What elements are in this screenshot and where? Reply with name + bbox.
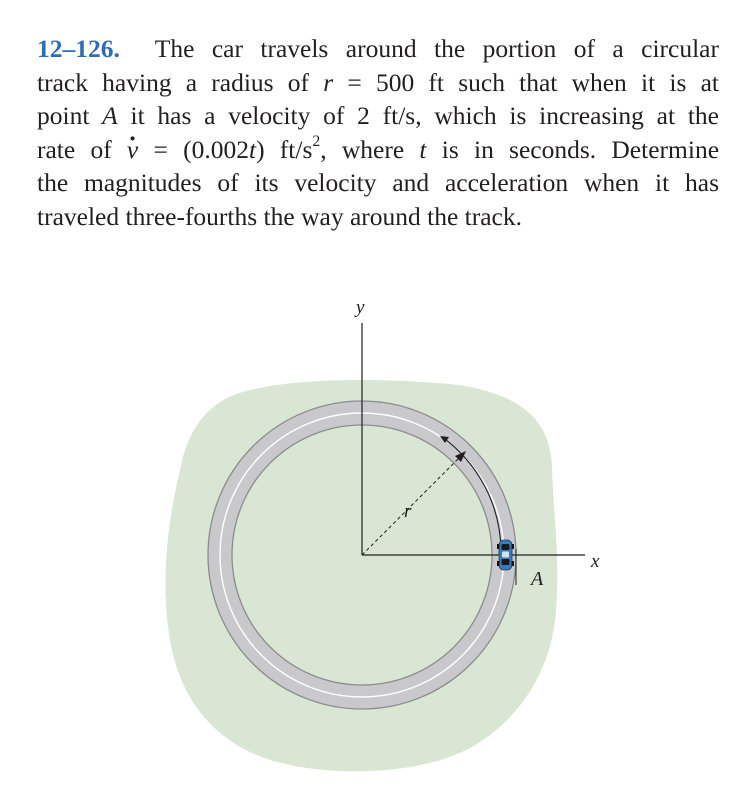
problem-text: point: [37, 101, 90, 130]
problem-text: rate of: [37, 134, 112, 164]
problem-text: it has a velocity of 2 ft/s, which is increasing at the: [130, 101, 719, 130]
x-axis-label: x: [591, 551, 600, 572]
y-axis-label: y: [356, 297, 365, 318]
problem-text: The car travels around the portion of a circular: [154, 34, 719, 63]
problem-number: 12–126.: [37, 34, 120, 63]
radius-variable: r: [323, 67, 334, 97]
problem-text: is in seconds. Determine: [441, 134, 720, 164]
time-variable: t: [248, 134, 257, 164]
radius-label: r: [404, 501, 412, 522]
time-variable: t: [419, 134, 427, 164]
problem-text: = (0.002: [153, 134, 249, 164]
problem-text: , where: [320, 134, 405, 164]
v-dot-variable: v ·: [127, 133, 138, 167]
problem-text: traveled three-fourths the way around the track.: [37, 201, 522, 231]
car-icon: [497, 540, 514, 570]
point-a-label: A: [531, 568, 544, 590]
problem-text: ) ft/s: [256, 134, 313, 164]
exponent: 2: [312, 133, 321, 151]
point-variable: A: [102, 101, 118, 130]
problem-text: the magnitudes of its velocity and acceleration when it has: [37, 168, 719, 197]
problem-text: = 500 ft such that when it is at: [347, 67, 719, 97]
problem-text: track having a radius of: [37, 67, 310, 97]
